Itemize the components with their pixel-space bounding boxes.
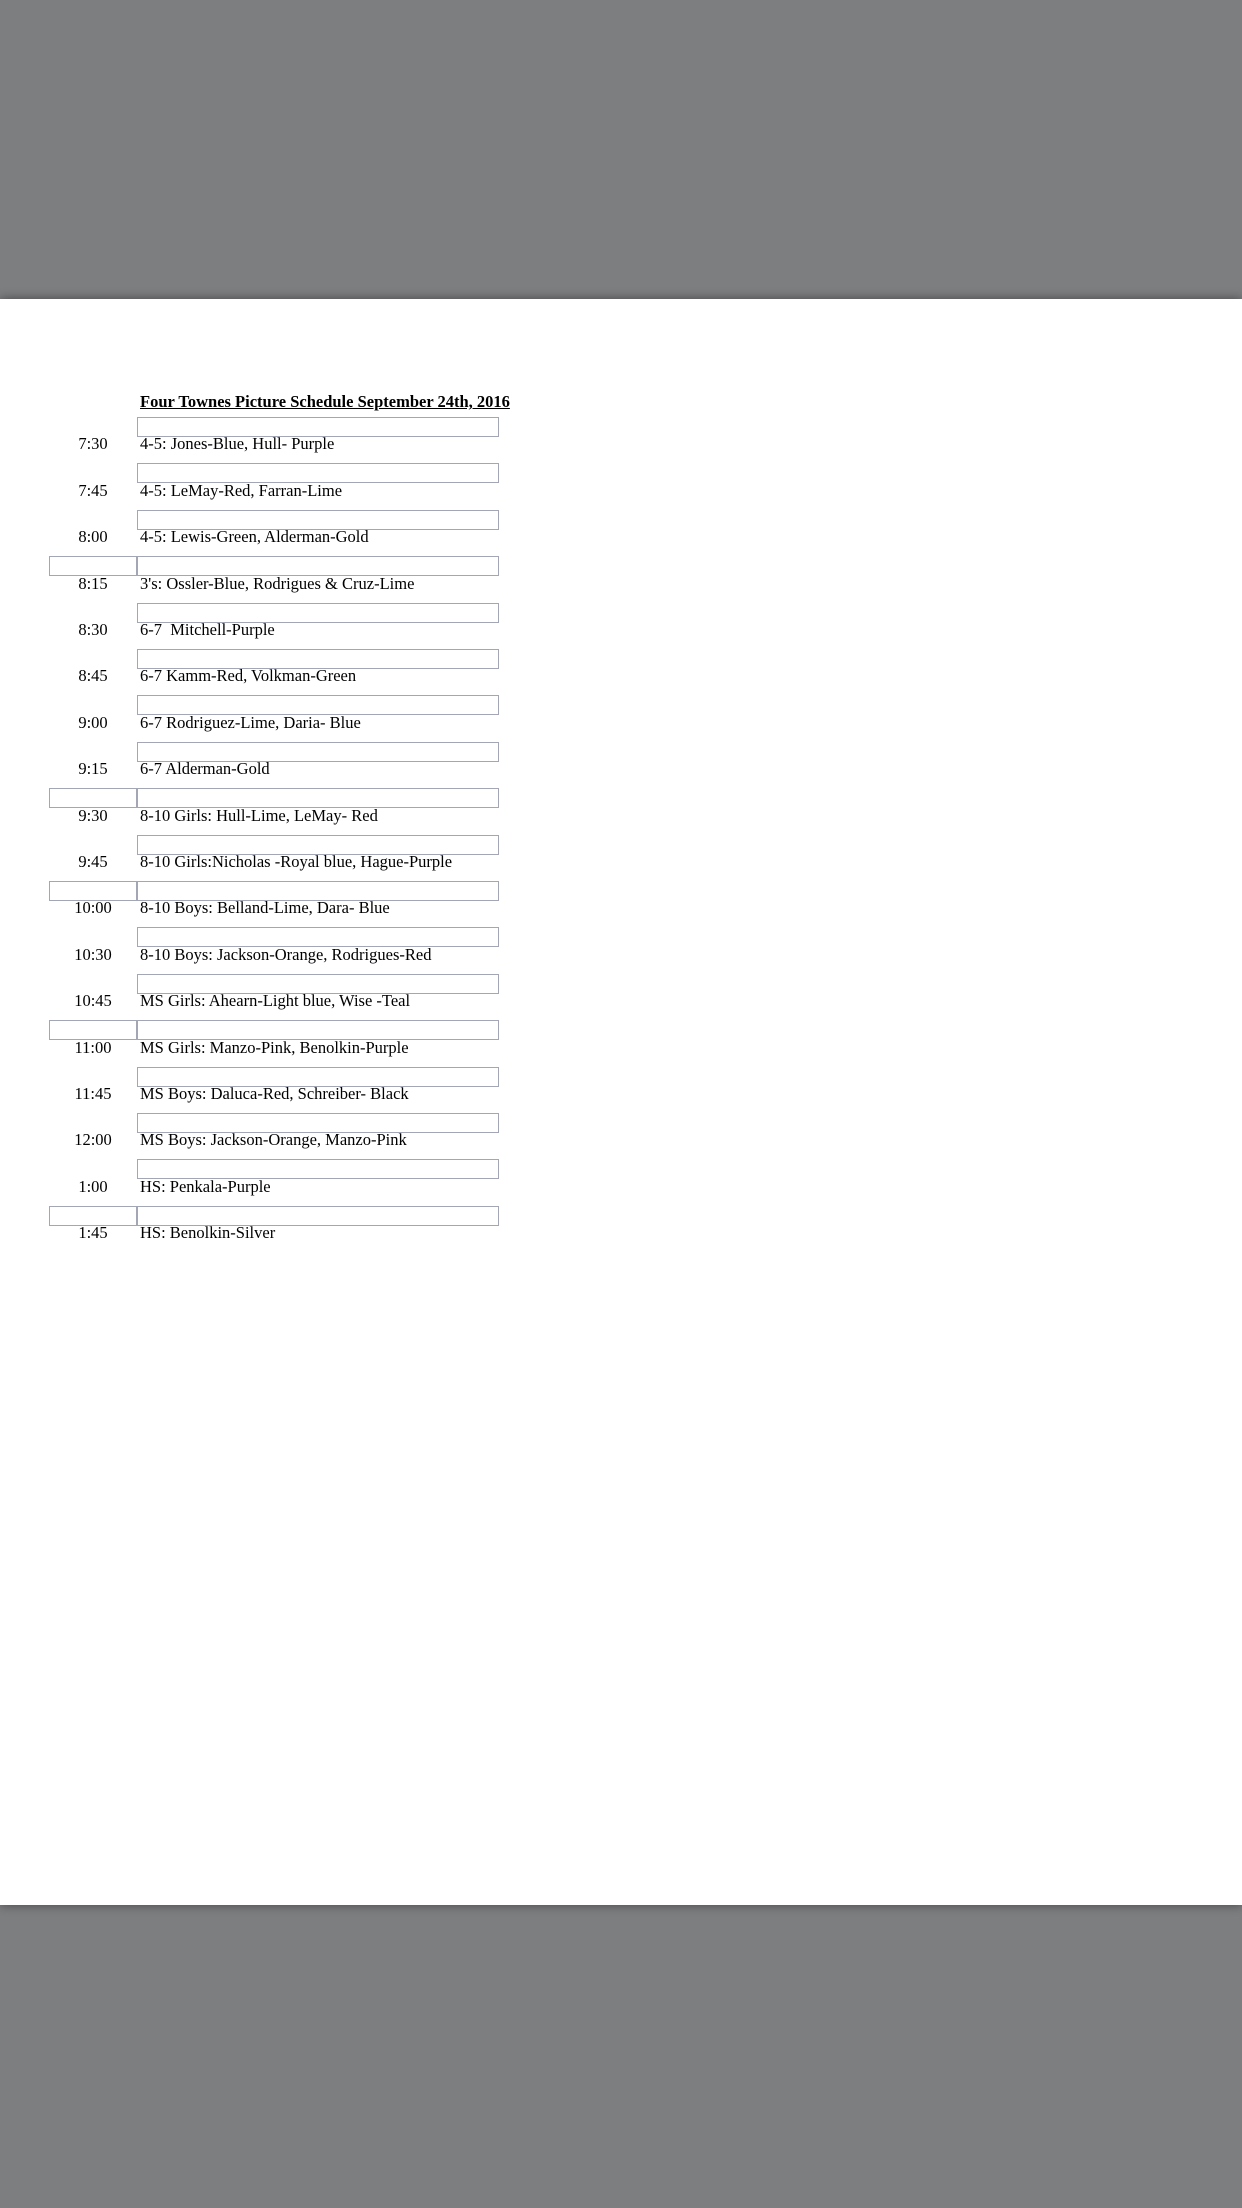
schedule-row (0, 463, 1242, 509)
schedule-description: MS Boys: Jackson-Orange, Manzo-Pink (140, 1130, 407, 1150)
schedule-description: 3's: Ossler-Blue, Rodrigues & Cruz-Lime (140, 573, 415, 593)
schedule-row (0, 695, 1242, 741)
schedule-row (0, 742, 1242, 788)
schedule-row (0, 1020, 1242, 1066)
schedule-time: 11:00 (74, 1037, 112, 1057)
schedule-description: 8-10 Girls: Hull-Lime, LeMay- Red (140, 805, 378, 825)
schedule-row (0, 1113, 1242, 1159)
schedule-row (0, 417, 1242, 463)
schedule-description: 4-5: LeMay-Red, Farran-Lime (140, 480, 343, 500)
schedule-time: 11:45 (74, 1083, 112, 1103)
schedule-time: 7:30 (78, 434, 108, 454)
schedule-time: 10:30 (74, 944, 112, 964)
schedule-description: HS: Penkala-Purple (140, 1176, 271, 1196)
schedule-description: 8-10 Boys: Jackson-Orange, Rodrigues-Red (140, 944, 432, 964)
schedule-time: 9:30 (78, 805, 108, 825)
schedule-time: 8:45 (78, 666, 108, 686)
schedule-time: 1:45 (78, 1223, 108, 1243)
schedule-row (0, 974, 1242, 1020)
schedule-time: 10:00 (74, 898, 112, 918)
schedule-row (0, 1067, 1242, 1113)
schedule-time: 8:15 (78, 573, 108, 593)
schedule-row (0, 881, 1242, 927)
schedule-description: 8-10 Boys: Belland-Lime, Dara- Blue (140, 898, 390, 918)
schedule-row (0, 556, 1242, 602)
schedule-description: 6-7 Mitchell-Purple (140, 619, 275, 639)
document-page (0, 299, 1242, 1905)
schedule-time: 1:00 (78, 1176, 108, 1196)
schedule-row (0, 927, 1242, 973)
schedule-row (0, 788, 1242, 834)
schedule-description: 6-7 Kamm-Red, Volkman-Green (140, 666, 357, 686)
schedule-description: MS Girls: Ahearn-Light blue, Wise -Teal (140, 991, 411, 1011)
schedule-time: 8:00 (78, 527, 108, 547)
schedule-time: 7:45 (78, 480, 108, 500)
document-title: Four Townes Picture Schedule September 24th, 2016 (140, 392, 510, 411)
schedule-row (0, 603, 1242, 649)
schedule-description: MS Boys: Daluca-Red, Schreiber- Black (140, 1083, 409, 1103)
schedule-description: HS: Benolkin-Silver (140, 1223, 276, 1243)
schedule-description: 6-7 Alderman-Gold (140, 759, 270, 779)
schedule-time: 9:00 (78, 712, 108, 732)
schedule-row (0, 1159, 1242, 1205)
schedule-description: MS Girls: Manzo-Pink, Benolkin-Purple (140, 1037, 409, 1057)
schedule-row (0, 649, 1242, 695)
schedule-time: 10:45 (74, 991, 112, 1011)
schedule-row (0, 1206, 1242, 1252)
schedule-time: 9:45 (78, 851, 108, 871)
schedule-description: 4-5: Jones-Blue, Hull- Purple (140, 434, 335, 454)
schedule-row (0, 510, 1242, 556)
schedule-description: 6-7 Rodriguez-Lime, Daria- Blue (140, 712, 361, 732)
schedule-description: 4-5: Lewis-Green, Alderman-Gold (140, 527, 369, 547)
schedule-time: 12:00 (74, 1130, 112, 1150)
schedule-description: 8-10 Girls:Nicholas -Royal blue, Hague-Purple (140, 851, 453, 871)
schedule-time: 8:30 (78, 619, 108, 639)
schedule-row (0, 835, 1242, 881)
schedule-time: 9:15 (78, 759, 108, 779)
